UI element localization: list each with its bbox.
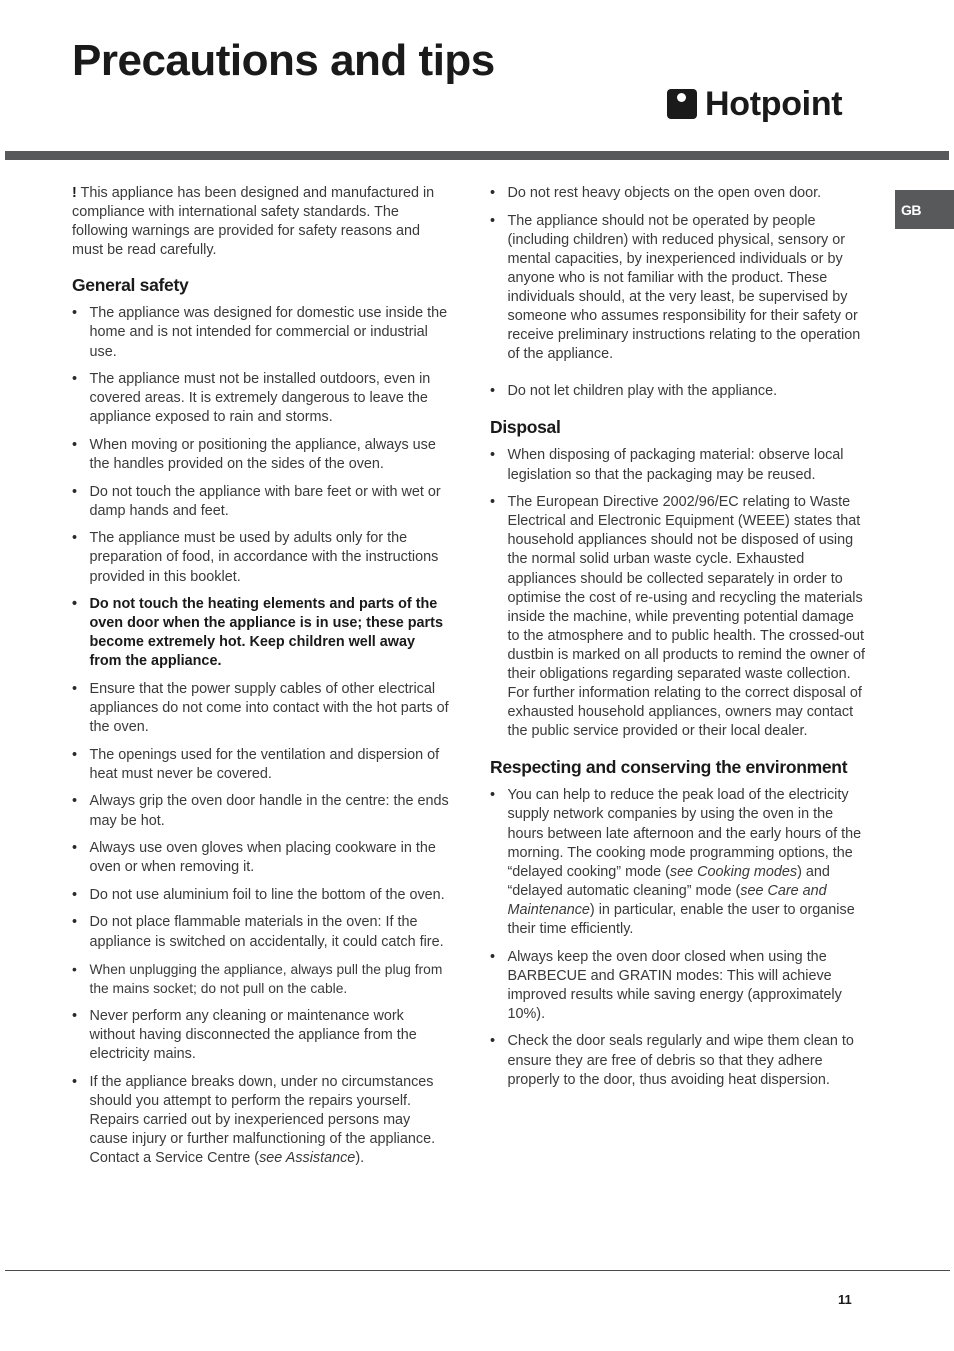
- list-item: • The appliance must not be installed outdoors, even in covered areas. It is extremely dangerous to leave the appliance exposed to rain and storms.: [72, 370, 450, 427]
- cross-reference: see Cooking modes: [669, 863, 798, 880]
- header-divider: [5, 151, 949, 160]
- general-safety-list: [72, 304, 450, 1168]
- brand-name: Hotpoint: [705, 85, 843, 123]
- list-item: • The appliance was designed for domestic use inside the home and is not intended for commercial or industrial use.: [72, 304, 450, 361]
- list-item: • Always grip the oven door handle in the centre: the ends may be hot.: [72, 792, 450, 830]
- page-title: Precautions and tips: [72, 36, 495, 85]
- brand-logo: [667, 86, 842, 122]
- environment-list: [490, 786, 866, 1089]
- safety-list-continued: [490, 184, 866, 401]
- item-text: ).: [355, 1149, 365, 1166]
- footer-divider: [5, 1270, 950, 1271]
- item-text: ) and “delayed automatic cleaning” mode (: [507, 863, 830, 899]
- list-item: [72, 1073, 450, 1168]
- left-column: [72, 184, 450, 1177]
- intro-text: This appliance has been designed and manufactured in compliance with international safety standards. The following warnings are provided for safety reasons and must be read carefully.: [72, 185, 435, 259]
- list-item: • The openings used for the ventilation and dispersion of heat must never be covered.: [72, 746, 450, 784]
- item-text-continued: For further information relating to the correct disposal of exhausted household appliances, owners may contact the public service provided or their local dealer.: [507, 685, 862, 740]
- list-item: • Do not touch the appliance with bare feet or with wet or damp hands and feet.: [72, 483, 450, 521]
- list-item: • Do not place flammable materials in the oven: If the appliance is switched on accidentally, it could catch fire.: [72, 913, 450, 951]
- list-item: • The appliance must be used by adults only for the preparation of food, in accordance with the instructions provided in this booklet.: [72, 529, 450, 586]
- warning-mark: !: [72, 185, 77, 201]
- general-safety-heading: General safety: [72, 275, 189, 296]
- item-text: The European Directive 2002/96/EC relating to Waste Electrical and Electronic Equipment (WEEE) states that household appliances should not be disposed of using the normal solid urban waste cycle. Exhausted appliances should be collected separately in order to optimise the cost of re-using and recycling the materials inside the machine, while preventing potential damage to the atmosphere and to public health. The crossed-out dustbin is marked on all products to remind the owner of their obligations regarding separated waste collection.: [507, 494, 866, 682]
- item-text: You can help to reduce the peak load of the electricity supply network companies by using the oven in the hours between late afternoon and the early hours of the morning. The cooking mode programming options, the “delayed cooking” mode (: [507, 787, 862, 880]
- cross-reference: see Assistance: [259, 1149, 356, 1166]
- list-item: • When disposing of packaging material: observe local legislation so that the packaging may be reused.: [490, 446, 866, 484]
- list-item: • Do not let children play with the appliance.: [490, 382, 866, 401]
- language-tab: GB: [895, 190, 954, 229]
- list-item: • When unplugging the appliance, always pull the plug from the mains socket; do not pull on the cable.: [72, 960, 450, 998]
- list-item: • Do not rest heavy objects on the open oven door.: [490, 184, 866, 203]
- list-item: [490, 786, 866, 939]
- list-item: • The appliance should not be operated by people (including children) with reduced physical, sensory or mental capacities, by inexperienced individuals or by anyone who is not familiar with the product. These individuals should, at the very least, be supervised by someone who assumes responsibility for their safety or receive preliminary instructions relating to the operation of the appliance.: [490, 212, 866, 365]
- item-text: ) in particular, enable the user to organise their time efficiently.: [507, 901, 855, 937]
- list-item: [490, 493, 866, 741]
- disposal-heading: Disposal: [490, 417, 561, 438]
- list-item: • When moving or positioning the appliance, always use the handles provided on the sides of the oven.: [72, 436, 450, 474]
- disposal-list: [490, 446, 866, 741]
- right-column: [490, 184, 866, 1098]
- list-item: • Check the door seals regularly and wipe them clean to ensure they are free of debris so that they adhere properly to the door, thus avoiding heat dispersion.: [490, 1032, 866, 1089]
- environment-heading: Respecting and conserving the environment: [490, 757, 848, 778]
- hotpoint-logo-icon: [667, 89, 697, 119]
- list-item: • Always keep the oven door closed when using the BARBECUE and GRATIN modes: This will achieve improved results while saving energy (approximately 10%).: [490, 948, 866, 1024]
- list-item: • Do not use aluminium foil to line the bottom of the oven.: [72, 886, 450, 905]
- item-text: If the appliance breaks down, under no circumstances should you attempt to perform the repairs yourself. Repairs carried out by inexperienced persons may cause injury or further malfunctioning of the appliance. Contact a Service Centre (: [89, 1073, 436, 1166]
- list-item-warning: • Do not touch the heating elements and parts of the oven door when the appliance is in use; these parts become extremely hot. Keep children well away from the appliance.: [72, 595, 450, 671]
- list-item: • Always use oven gloves when placing cookware in the oven or when removing it.: [72, 839, 450, 877]
- page-number: 11: [838, 1292, 852, 1307]
- intro-paragraph: [72, 184, 450, 260]
- list-item: • Ensure that the power supply cables of other electrical appliances do not come into contact with the hot parts of the oven.: [72, 680, 450, 737]
- cross-reference: see Care and Maintenance: [507, 882, 827, 918]
- list-item: • Never perform any cleaning or maintenance work without having disconnected the appliance from the electricity mains.: [72, 1007, 450, 1064]
